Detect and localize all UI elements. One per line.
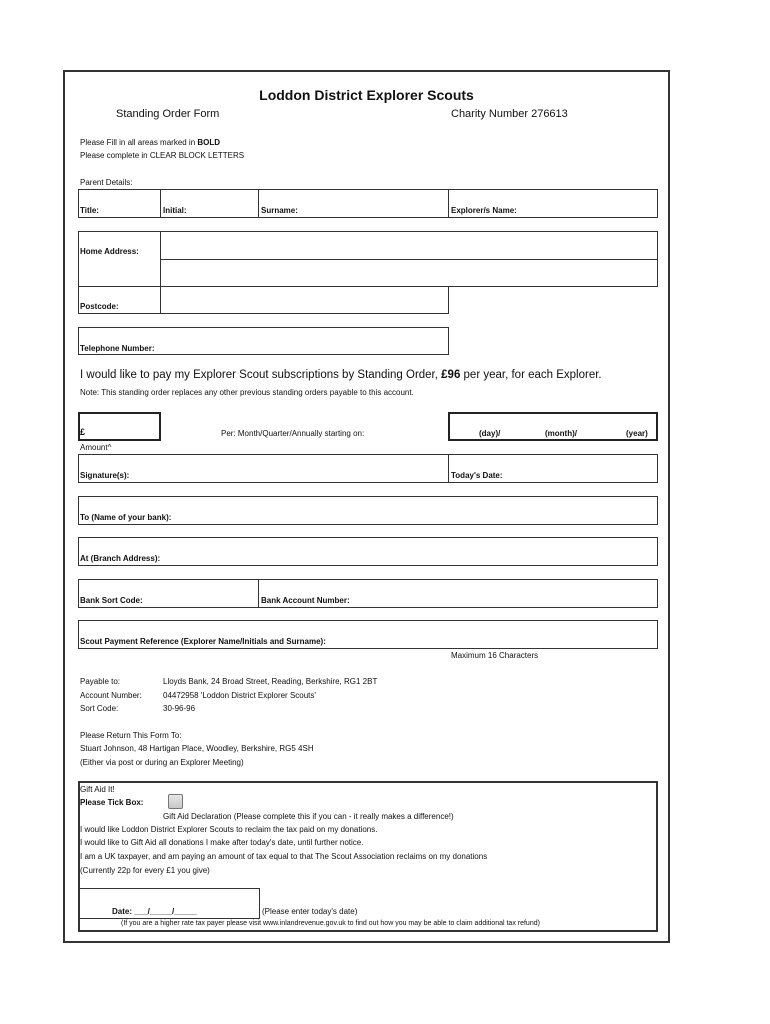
account-number-payee-label: Account Number: [80,691,142,700]
payable-to-value: Lloyds Bank, 24 Broad Street, Reading, Berkshire, RG1 2BT [163,677,378,686]
page-title: Loddon District Explorer Scouts [259,87,474,103]
gift-aid-heading: Gift Aid It! [80,785,115,794]
title-label: Title: [80,206,99,215]
form-name: Standing Order Form [116,108,220,120]
max-characters-note: Maximum 16 Characters [451,651,539,660]
signature-label: Signature(s): [80,471,130,480]
home-address-label: Home Address: [80,247,139,256]
account-number-payee-value: 04472958 'Loddon District Explorer Scouts' [163,691,316,700]
return-address: Stuart Johnson, 48 Hartigan Place, Woodley, Berkshire, RG5 4SH [80,744,314,753]
gift-aid-checkbox[interactable] [168,794,183,809]
branch-address-label: At (Branch Address): [80,554,161,563]
month-label: (month)/ [545,429,577,438]
day-label: (day)/ [479,429,501,438]
payable-to-label: Payable to: [80,677,121,686]
initial-label: Initial: [163,206,187,215]
sort-code-payee-value: 30-96-96 [163,704,196,713]
gift-aid-line-3: I am a UK taxpayer, and am paying an amount of tax equal to that The Scout Association reclaims on my donations [80,852,488,861]
instruction-line-1: Please Fill in all areas marked in BOLD [80,138,221,147]
gift-aid-declaration: Gift Aid Declaration (Please complete this if you can - it really makes a difference!) [163,812,454,821]
gift-aid-date-label: Date: ___/_____/_____ [112,907,197,916]
return-heading: Please Return This Form To: [80,731,182,740]
bank-details-row[interactable] [78,579,658,608]
branch-address-field[interactable] [78,537,658,566]
payment-reference-label: Scout Payment Reference (Explorer Name/Initials and Surname): [80,637,326,646]
postcode-field[interactable] [78,286,449,314]
postcode-label: Postcode: [80,302,119,311]
sort-code-payee-label: Sort Code: [80,704,119,713]
parent-details-heading: Parent Details: [80,178,133,187]
subscription-note: Note: This standing order replaces any other previous standing orders payable to this account. [80,388,414,397]
higher-rate-footnote: (If you are a higher rate tax payer please visit www.inlandrevenue.gov.uk to find out how you may be able to claim additional tax refund) [121,920,540,927]
sort-code-label: Bank Sort Code: [80,596,143,605]
pound-sign: £ [80,427,86,437]
tick-box-label: Please Tick Box: [80,798,144,807]
bank-name-label: To (Name of your bank): [80,513,172,522]
subscription-statement: I would like to pay my Explorer Scout subscriptions by Standing Order, £96 per year, for each Explorer. [80,369,602,381]
explorer-name-label: Explorer/s Name: [451,206,517,215]
surname-label: Surname: [261,206,298,215]
instruction-line-2: Please complete in CLEAR BLOCK LETTERS [80,151,245,160]
todays-date-label: Today's Date: [451,471,503,480]
amount-field[interactable] [78,412,161,441]
gift-aid-line-4: (Currently 22p for every £1 you give) [80,866,210,875]
charity-number: Charity Number 276613 [451,108,568,120]
telephone-label: Telephone Number: [80,344,155,353]
year-label: (year) [626,429,648,438]
signature-row[interactable] [78,454,658,483]
amount-label: Amount^ [80,443,112,452]
gift-aid-line-2: I would like to Gift Aid all donations I make after today's date, until further notice. [80,838,364,847]
period-label: Per: Month/Quarter/Annually starting on: [221,429,365,438]
enter-date-note: (Please enter today's date) [262,907,358,916]
gift-aid-line-1: I would like Loddon District Explorer Scouts to reclaim the tax paid on my donations. [80,825,378,834]
return-method: (Either via post or during an Explorer Meeting) [80,758,244,767]
account-number-label: Bank Account Number: [261,596,350,605]
